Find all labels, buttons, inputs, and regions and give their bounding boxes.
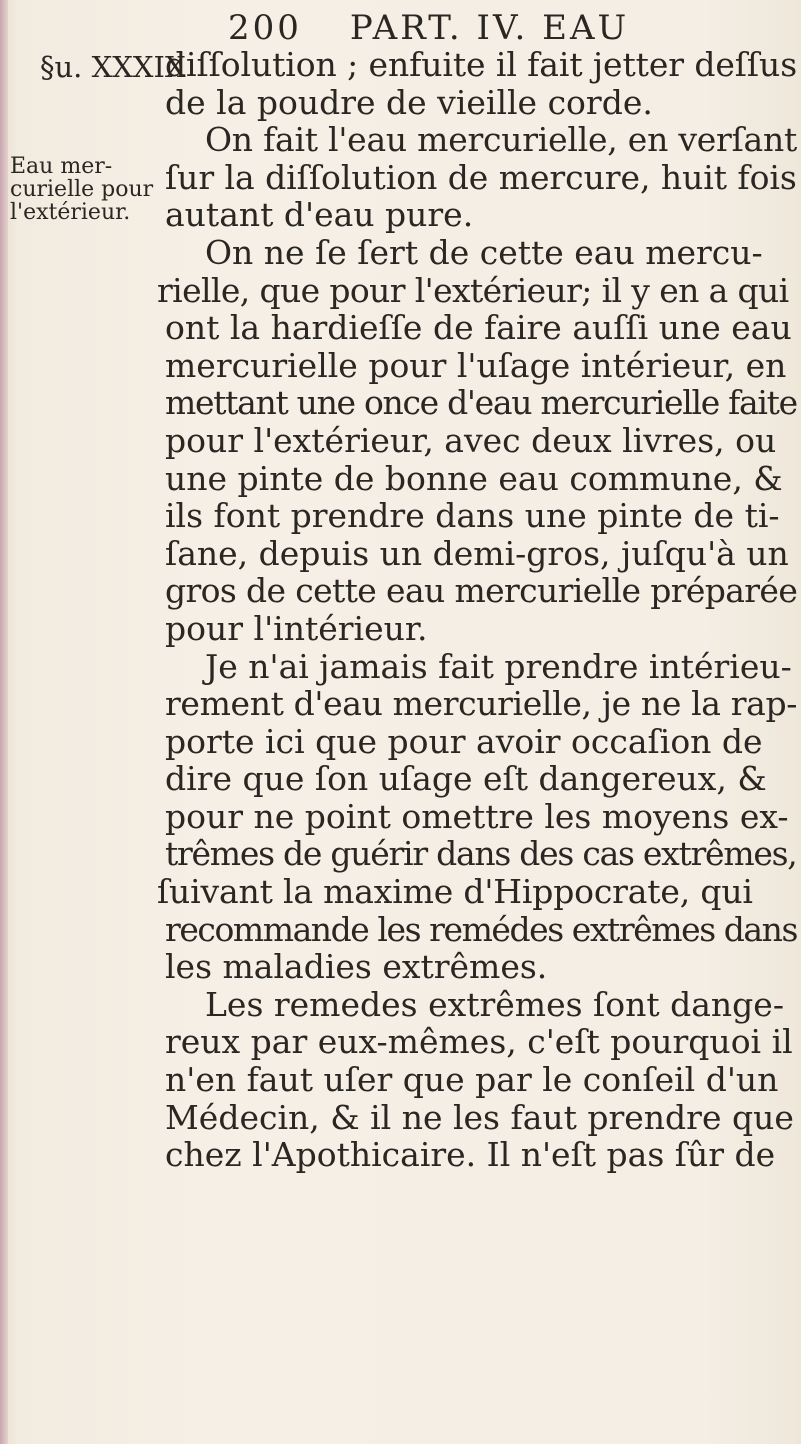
- text-line: trêmes de guérir dans des cas extrêmes,: [165, 834, 797, 874]
- text-line: de la poudre de vieille corde.: [165, 82, 653, 122]
- text-line: mercurielle pour l'uſage intérieur, en: [165, 345, 787, 385]
- text-line: une pinte de bonne eau commune, &: [165, 458, 783, 498]
- text-line: On fait l'eau mercurielle, en verſant: [205, 120, 797, 160]
- text-line: Médecin, & il ne les faut prendre que: [165, 1097, 794, 1137]
- body-text: [157, 45, 798, 1175]
- text-line: ont la hardieſſe de faire auſſi une eau: [165, 308, 792, 348]
- text-line: pour l'extérieur, avec deux livres, ou: [165, 420, 777, 460]
- marginal-note-line: Eau mer-: [10, 154, 113, 179]
- text-line: ſur la diſſolution de mercure, huit fois: [165, 157, 797, 197]
- text-line: pour ne point omettre les moyens ex-: [165, 796, 789, 836]
- text-line: ils font prendre dans une pinte de ti-: [165, 496, 780, 536]
- text-line: ſuivant la maxime d'Hippocrate, qui: [157, 872, 753, 912]
- page-number: 200: [228, 8, 302, 48]
- marginal-note-line: curielle pour: [10, 177, 154, 202]
- text-line: rielle, que pour l'extérieur; il y en a qui: [157, 270, 789, 310]
- marginal-note: [10, 155, 160, 224]
- section-reference: §u. XXXIX: [40, 50, 186, 84]
- running-title: PART. IV. EAU: [349, 8, 630, 48]
- text-line: On ne ſe ſert de cette eau mercu-: [205, 232, 763, 272]
- page-edge: [0, 0, 8, 1444]
- text-line: ſane, depuis un demi-gros, juſqu'à un: [165, 533, 789, 573]
- text-line: gros de cette eau mercurielle préparée: [165, 571, 798, 611]
- text-line: chez l'Apothicaire. Il n'eſt pas ſûr de: [165, 1135, 776, 1175]
- text-line: mettant une once d'eau mercurielle faite: [165, 383, 797, 423]
- running-head: [228, 8, 708, 48]
- text-line: porte ici que pour avoir occaſion de: [165, 721, 763, 761]
- text-line: Les remedes extrêmes ſont dange-: [205, 984, 784, 1024]
- text-line: autant d'eau pure.: [165, 195, 474, 235]
- text-line: Je n'ai jamais fait prendre intérieu-: [205, 646, 792, 686]
- marginal-note-line: l'extérieur.: [10, 200, 131, 225]
- text-line: rement d'eau mercurielle, je ne la rap-: [165, 684, 798, 724]
- text-line: pour l'intérieur.: [165, 608, 428, 648]
- text-line: n'en faut uſer que par le conſeil d'un: [165, 1060, 779, 1100]
- text-line: dire que ſon uſage eſt dangereux, &: [165, 759, 767, 799]
- text-line: recommande les remédes extrêmes dans: [165, 909, 797, 949]
- text-line: reux par eux-mêmes, c'eſt pourquoi il: [165, 1022, 793, 1062]
- text-line: diſſolution ; enfuite il fait jetter deſſus: [165, 45, 798, 84]
- text-line: les maladies extrêmes.: [165, 947, 548, 987]
